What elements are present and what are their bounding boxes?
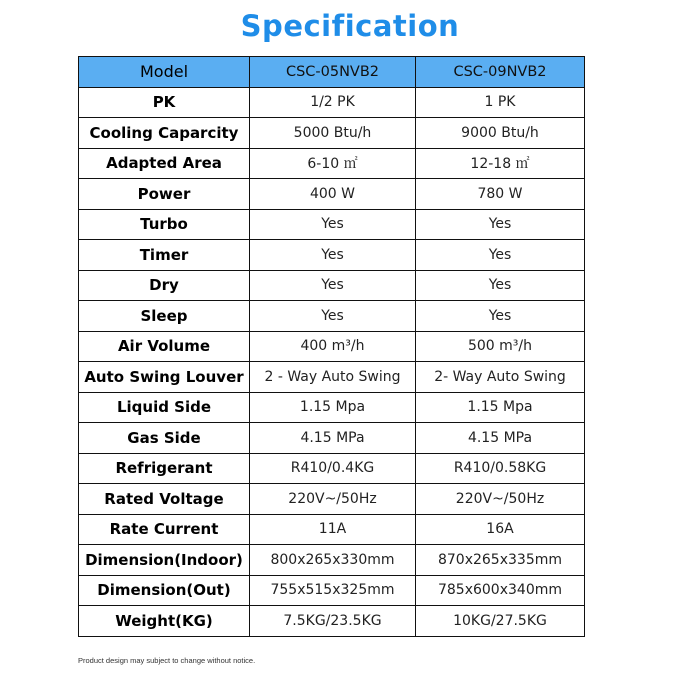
table-row (79, 362, 585, 393)
spec-row-label: Dimension(Out) (79, 575, 250, 606)
table-row (79, 545, 585, 576)
spec-row-label: Cooling Caparcity (79, 118, 250, 149)
model-column-2: CSC-09NVB2 (416, 57, 585, 88)
spec-value-model-2: 1.15 Mpa (416, 392, 585, 423)
spec-row-label: Dry (79, 270, 250, 301)
model-header-label: Model (79, 57, 250, 88)
table-header-row (79, 57, 585, 88)
spec-value-model-2: Yes (416, 209, 585, 240)
spec-row-label: Rated Voltage (79, 484, 250, 515)
spec-row-label: Gas Side (79, 423, 250, 454)
table-row (79, 270, 585, 301)
spec-value-model-1: 11A (250, 514, 416, 545)
spec-value-model-1: 1.15 Mpa (250, 392, 416, 423)
spec-value-model-1: Yes (250, 301, 416, 332)
spec-value-model-1: Yes (250, 240, 416, 271)
table-row (79, 575, 585, 606)
table-row (79, 514, 585, 545)
spec-value-model-2: 870x265x335mm (416, 545, 585, 576)
spec-value-model-1: 755x515x325mm (250, 575, 416, 606)
spec-value-model-2: 780 W (416, 179, 585, 210)
table-row (79, 179, 585, 210)
spec-value-model-2: 12-18 ㎡ (416, 148, 585, 179)
spec-value-model-1: 400 m³/h (250, 331, 416, 362)
spec-row-label: Rate Current (79, 514, 250, 545)
spec-value-model-1: 1/2 PK (250, 87, 416, 118)
table-row (79, 392, 585, 423)
spec-row-label: Sleep (79, 301, 250, 332)
spec-value-model-2: Yes (416, 240, 585, 271)
spec-row-label: Air Volume (79, 331, 250, 362)
table-row (79, 331, 585, 362)
spec-value-model-2: Yes (416, 301, 585, 332)
table-row (79, 453, 585, 484)
spec-value-model-2: 2- Way Auto Swing (416, 362, 585, 393)
spec-value-model-1: 800x265x330mm (250, 545, 416, 576)
spec-value-model-2: 9000 Btu/h (416, 118, 585, 149)
spec-value-model-2: R410/0.58KG (416, 453, 585, 484)
spec-value-model-1: 2 - Way Auto Swing (250, 362, 416, 393)
spec-value-model-1: 4.15 MPa (250, 423, 416, 454)
spec-value-model-2: 220V~/50Hz (416, 484, 585, 515)
spec-row-label: PK (79, 87, 250, 118)
spec-value-model-1: 220V~/50Hz (250, 484, 416, 515)
table-row (79, 301, 585, 332)
spec-row-label: Timer (79, 240, 250, 271)
spec-value-model-2: 1 PK (416, 87, 585, 118)
table-row (79, 118, 585, 149)
table-row (79, 148, 585, 179)
table-row (79, 87, 585, 118)
spec-row-label: Refrigerant (79, 453, 250, 484)
table-row (79, 484, 585, 515)
spec-value-model-2: 4.15 MPa (416, 423, 585, 454)
spec-row-label: Adapted Area (79, 148, 250, 179)
spec-value-model-2: 10KG/27.5KG (416, 606, 585, 637)
specification-table (78, 56, 585, 637)
model-column-1: CSC-05NVB2 (250, 57, 416, 88)
spec-value-model-1: Yes (250, 209, 416, 240)
spec-value-model-2: 785x600x340mm (416, 575, 585, 606)
spec-row-label: Auto Swing Louver (79, 362, 250, 393)
spec-row-label: Liquid Side (79, 392, 250, 423)
specification-table-body (79, 87, 585, 636)
spec-value-model-1: Yes (250, 270, 416, 301)
spec-value-model-1: R410/0.4KG (250, 453, 416, 484)
page-title: Specification (240, 9, 460, 43)
spec-row-label: Dimension(Indoor) (79, 545, 250, 576)
spec-value-model-1: 5000 Btu/h (250, 118, 416, 149)
footnote: Product design may subject to change without notice. (78, 656, 256, 665)
spec-value-model-2: 16A (416, 514, 585, 545)
table-row (79, 209, 585, 240)
spec-value-model-2: 500 m³/h (416, 331, 585, 362)
spec-row-label: Weight(KG) (79, 606, 250, 637)
table-row (79, 240, 585, 271)
spec-value-model-1: 6-10 ㎡ (250, 148, 416, 179)
table-row (79, 423, 585, 454)
spec-value-model-2: Yes (416, 270, 585, 301)
spec-row-label: Power (79, 179, 250, 210)
spec-value-model-1: 400 W (250, 179, 416, 210)
spec-value-model-1: 7.5KG/23.5KG (250, 606, 416, 637)
spec-row-label: Turbo (79, 209, 250, 240)
table-row (79, 606, 585, 637)
